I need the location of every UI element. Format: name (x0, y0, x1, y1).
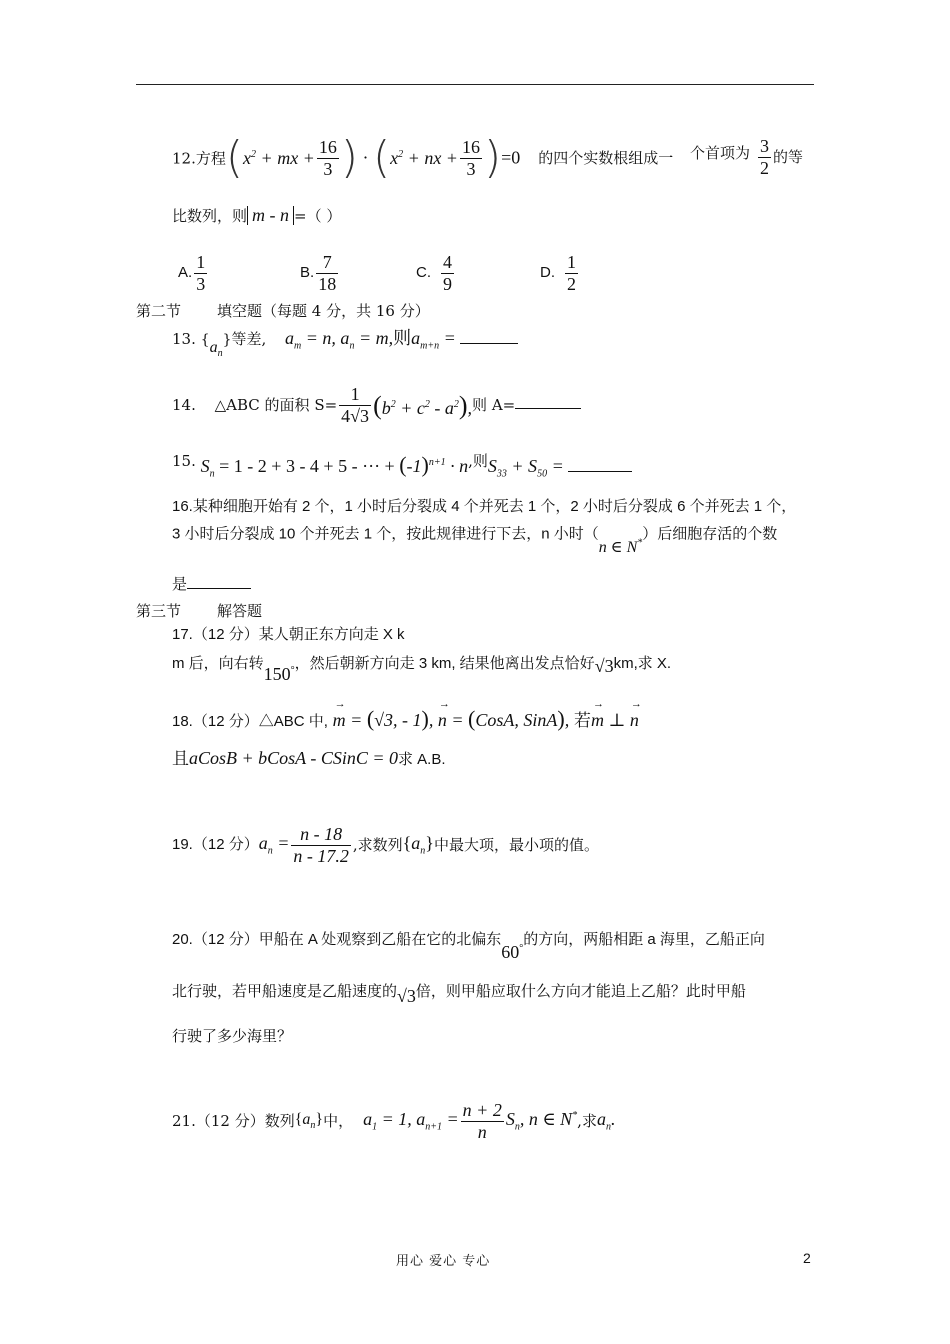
q12-option-a: A. $\frac{1}{3}$ (178, 252, 206, 294)
question-12: 12.方程($x^2$ + mx + $\frac{16}{3}$ ) · ($x^2$ + nx + $\frac{16}{3}$ )=0 的四个实数根组成一 (172, 132, 674, 183)
section-2-heading: 第二节 填空题（每题 4 分，共 16 分） (136, 302, 430, 320)
q12-eq-zero: =0 (501, 147, 521, 168)
question-15: 15. $S_n = 1 - 2 + 3 - 4 + 5$ - ··· + $(-1)^{n+1} \cdot n$,则$S_{33} + S_{50}$ = (172, 452, 632, 481)
question-19: 19.（12 分）$a_n$ = $\frac{n - 18}{n - 17.2}$ ,求数列$\{a_n\}$中最大项，最小项的值。 (172, 824, 599, 866)
section-3-heading: 第三节 解答题 (136, 602, 263, 620)
q12-line2: 比数列，则 m - n =（ ） (172, 205, 342, 225)
q12-first-term: $\frac{3}{2}$ 的等 (760, 136, 804, 178)
q12-number: 12. (172, 149, 196, 168)
question-18-line2: 且aCosB + bCosA - CSinC = 0求 A.B. (172, 748, 446, 769)
question-20-line3: 行驶了多少海里？ (172, 1028, 293, 1045)
q12-option-b: B. $\frac{7}{18}$ (300, 252, 337, 294)
q12-mid-text: 的四个实数根组成一 (538, 149, 674, 168)
header-rule (136, 84, 814, 85)
question-20-line2: 北行驶，若甲船速度是乙船速度的√3倍，则甲船应取什么方向才能追上乙船？此时甲船 (172, 983, 746, 1006)
question-16-line2: 3 小时后分裂成 10 个并死去 1 个，按此规律进行下去，n 小时（n ∈ N*）后细胞存活的个数 (172, 525, 778, 557)
q12-prefix: 方程 (195, 149, 226, 168)
question-16-line1: 16.某种细胞开始有 2 个，1 小时后分裂成 4 个并死去 1 个，2 小时后分裂成 6 个并死去 1 个， (172, 498, 797, 515)
page-number: 2 (803, 1250, 811, 1266)
question-18-line1: 18.（12 分）△ABC 中, m → = (√3, - 1), n → = (CosA, SinA), 若m → ⊥ n → (172, 698, 642, 731)
question-14: 14. △ABC 的面积 S= $\frac{1}{4√3}$ $(b^2 + c^2 - a^2)$,则 A= (172, 384, 581, 426)
question-20-line1: 20.（12 分）甲船在 A 处观察到乙船在它的北偏东60°的方向，两船相距 a 海里，乙船正向 (172, 931, 765, 962)
question-17-line1: 17.（12 分）某人朝正东方向走 X k (172, 626, 405, 643)
footer-motto: 用心 爱心 专心 (396, 1254, 491, 1269)
question-16-line3: 是 (172, 576, 251, 594)
q12-option-c: C. $\frac{4}{9}$ (416, 252, 452, 294)
q12-raised-text: 个首项为 (690, 144, 751, 162)
q12-option-d: D. $\frac{1}{2}$ (540, 252, 576, 294)
question-17-line2: m 后，向右转150°，然后朝新方向走 3 km, 结果他离出发点恰好√3km,求 X. (172, 655, 672, 684)
question-21: 21.（12 分）数列$\{a_n\}$中， $a_1 = 1$, $a_{n+1}$ = $\frac{n + 2}{n}$ $S_n$, n ∈ N*,求$a_n$. (172, 1100, 616, 1142)
question-13: 13. $\{a_n\}$等差, $a_m = n$, $a_n = m$,则$a_{m+n}$ = (172, 328, 518, 353)
